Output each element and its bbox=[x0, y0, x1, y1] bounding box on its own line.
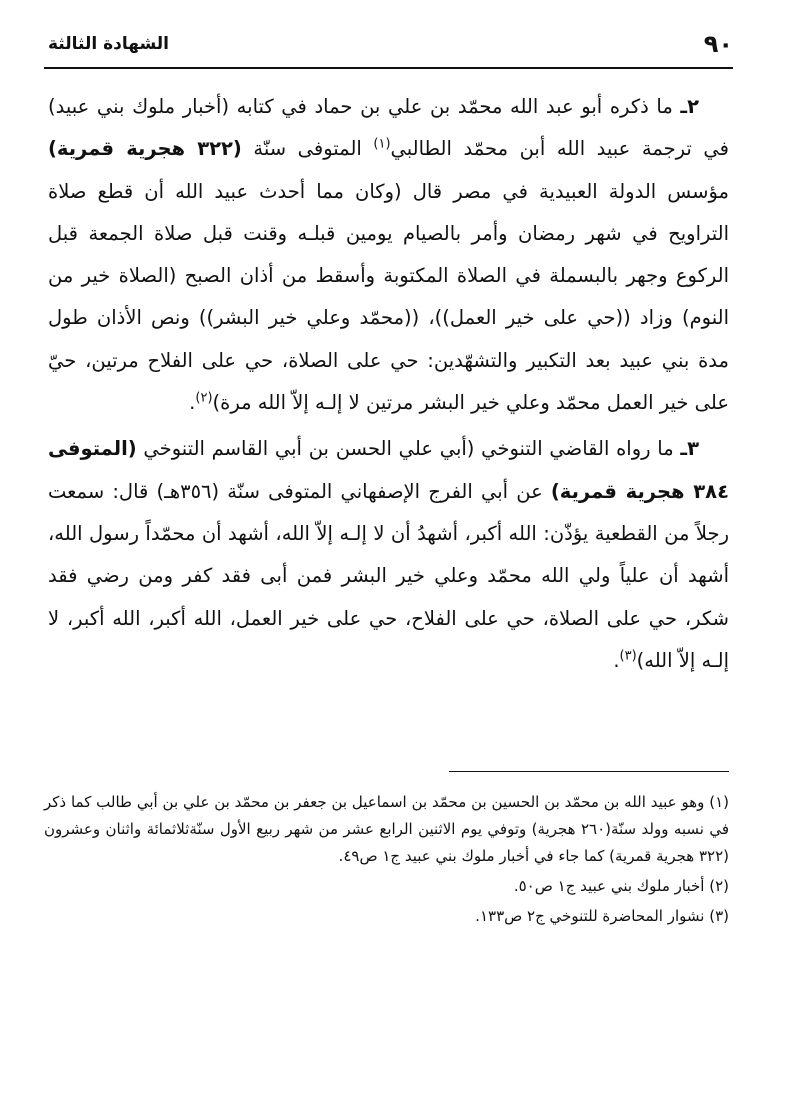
footnote-ref-1[interactable]: (١) bbox=[373, 136, 391, 152]
paragraph-text: . bbox=[189, 391, 196, 415]
item-number: ٣ـ bbox=[680, 437, 699, 461]
header-rule bbox=[44, 67, 733, 69]
footnote-ref-3[interactable]: (٣) bbox=[619, 648, 637, 664]
footnote-separator bbox=[449, 771, 729, 772]
main-text bbox=[48, 86, 729, 682]
footnote-3: (٣) نشوار المحاضرة للتنوخي ج٢ ص١٣٣. bbox=[475, 907, 729, 925]
paragraph-text: ما ذكره أبو عبد الله محمّد بن علي بن حماد في كتابه (أخبار ملوك بني عبيد) في ترجمة عبيد الله أبن محمّد الطالبي bbox=[48, 95, 729, 161]
footnotes bbox=[44, 789, 729, 933]
footnote-ref-2[interactable]: (٢) bbox=[195, 390, 213, 406]
date-bold: (المتوفى ٣٨٤ هجرية قمرية) bbox=[48, 437, 729, 503]
footnote-1: (١) وهو عبيد الله بن محمّد بن الحسين بن محمّد بن اسماعيل بن جعفر بن محمّد بن علي بن أبي طالب كما ذكر في نسبه وولد سنّة(٢٦٠ هجرية) وتوفي يوم الاثنين الرابع عشر من شهر ربيع الأول سنّةثلاثمائة واثنان وعشرون (٣٢٢ هجرية قمرية) كما جاء في أخبار ملوك بني عبيد ج١ ص٤٩. bbox=[44, 793, 729, 865]
paragraph-text: . bbox=[613, 648, 620, 672]
paragraph-item-2 bbox=[48, 86, 729, 424]
footnote-2: (٢) أخبار ملوك بني عبيد ج١ ص٥٠. bbox=[513, 877, 729, 895]
paragraph-text: عن أبي الفرج الإصفهاني المتوفى سنّة (٣٥٦هـ) قال: سمعت رجلاً من القطعية يؤذّن: الله أكبر، أشهدُ أن لا إلـه إلاّ الله، أشهد أن محمّداً رسول الله، أشهد أن علياً ولي الله محمّد وعلي خير البشر فمن أبى فقد كفر ومن رضي فقد شكر، حي على الصلاة، حي على الفلاح، حي على خير العمل، الله أكبر، الله أكبر، لا إلـه إلاّ الله) bbox=[48, 479, 729, 672]
paragraph-item-3 bbox=[48, 428, 729, 682]
date-bold: (٣٢٢ هجرية قمرية) bbox=[48, 137, 242, 161]
paragraph-text: ما رواه القاضي التنوخي (أبي علي الحسن بن أبي القاسم التنوخي bbox=[136, 437, 681, 461]
running-title: الشهادة الثالثة bbox=[48, 34, 169, 54]
item-number: ٢ـ bbox=[680, 95, 699, 118]
running-head bbox=[48, 26, 733, 62]
paragraph-text: المتوفى سنّة bbox=[241, 137, 374, 161]
page-number: ٩٠ bbox=[703, 30, 733, 58]
paragraph-text: مؤسس الدولة العبيدية في مصر قال (وكان مما أحدث عبيد الله أن قطع صلاة التراويح في شهر رمضان وأمر بالصيام يومين قبلـه وقنت قبل صلاة الجمعة قبل الركوع وجهر بالبسملة في الصلاة المكتوبة وأسقط من أذان الصبح (الصلاة خير من النوم) وزاد ((حي على خير العمل))، ((محمّد وعلي خير البشر)) ونص الأذان طول مدة بني عبيد بعد التكبير والتشهّدين: حي على الصلاة، حي على الفلاح مرتين، حيّ على خير العمل محمّد وعلي خير البشر مرتين لا إلـه إلاّ الله مرة) bbox=[48, 179, 729, 415]
